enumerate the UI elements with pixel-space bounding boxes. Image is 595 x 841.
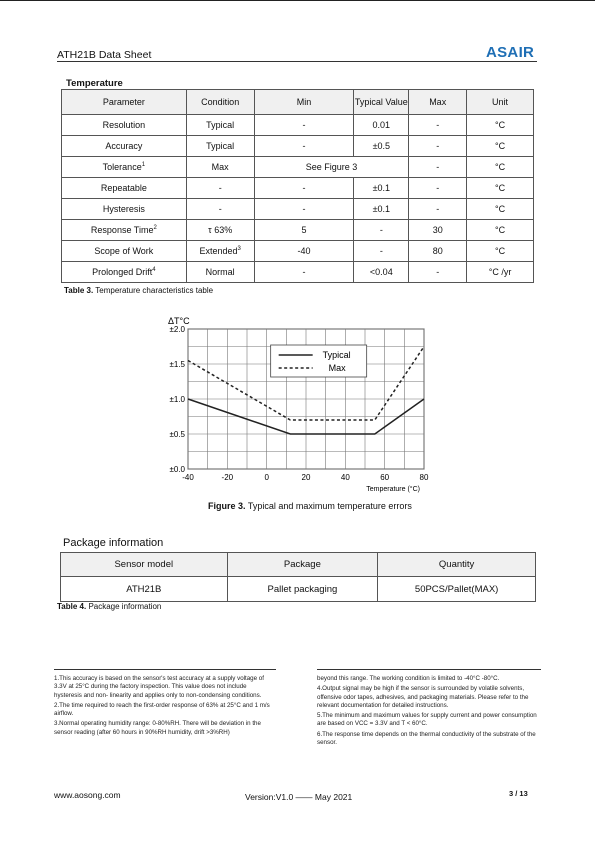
footnotes-right — [317, 675, 541, 749]
col-header-parameter: Parameter — [62, 90, 187, 115]
cell: - — [254, 115, 354, 136]
table-row — [62, 157, 534, 178]
doc-title: ATH21B Data Sheet — [57, 49, 152, 61]
x-axis-label: Temperature (°C) — [366, 486, 420, 493]
cell: °C /yr — [467, 262, 534, 283]
legend-label-max: Max — [328, 363, 346, 373]
cell: - — [254, 136, 354, 157]
table-row — [61, 577, 536, 602]
x-tick-label: 0 — [264, 473, 269, 482]
caption-label: Table 4. — [57, 602, 87, 611]
chart-legend — [271, 345, 367, 377]
cell: °C — [467, 178, 534, 199]
cell: Accuracy — [62, 136, 187, 157]
footer-website[interactable]: www.aosong.com — [54, 790, 121, 800]
cell: - — [186, 199, 254, 220]
table-row — [62, 199, 534, 220]
col-header-typical: Typical Value — [354, 90, 409, 115]
cell: °C — [467, 136, 534, 157]
table-row — [62, 115, 534, 136]
y-tick-label: ±1.5 — [169, 360, 185, 369]
cell: τ 63% — [186, 220, 254, 241]
caption-text: Typical and maximum temperature errors — [247, 501, 412, 511]
cell: °C — [467, 241, 534, 262]
footnote-ref: 4 — [152, 267, 156, 273]
cell: - — [186, 178, 254, 199]
footer-page-number: 3 / 13 — [509, 789, 528, 798]
footnote-4: 4.Output signal may be high if the sensor is surrounded by volatile solvents, offensive odor tapes, adhesives, and packaging materials. Please refer to the relevant documentation for detailed instructions. — [317, 685, 529, 709]
package-table — [60, 552, 536, 602]
cell: Typical — [186, 136, 254, 157]
cell: Max — [186, 157, 254, 178]
cell: °C — [467, 199, 534, 220]
cell: Normal — [186, 262, 254, 283]
cell: Typical — [186, 115, 254, 136]
x-tick-label: 40 — [340, 473, 350, 482]
footnote-ref: 2 — [153, 225, 157, 231]
cell: - — [254, 199, 354, 220]
cell-merged: See Figure 3 — [254, 157, 409, 178]
cell: 50PCS/Pallet(MAX) — [378, 577, 536, 602]
footnote-2: 2.The time required to reach the first-order response of 63% at 25°C and 1 m/s airflow. — [54, 701, 270, 718]
x-tick-label: 20 — [301, 473, 311, 482]
cell: °C — [467, 220, 534, 241]
table-4-caption — [57, 602, 161, 611]
col-header-quantity: Quantity — [378, 553, 536, 577]
x-tick-label: -20 — [221, 473, 234, 482]
cell: ±0.1 — [354, 199, 409, 220]
col-header-unit: Unit — [467, 90, 534, 115]
legend-label-typical: Typical — [322, 350, 351, 360]
brand-logo: ASAIR — [486, 44, 535, 61]
cell: - — [409, 199, 467, 220]
y-tick-label: ±0.5 — [169, 430, 185, 439]
cell: - — [409, 157, 467, 178]
col-header-condition: Condition — [186, 90, 254, 115]
x-tick-label: 80 — [419, 473, 429, 482]
caption-label: Table 3. — [64, 286, 94, 295]
temperature-section-title: Temperature — [66, 78, 123, 89]
table-row — [62, 262, 534, 283]
footnotes-left — [54, 675, 276, 739]
cell-text: Response Time — [90, 225, 154, 235]
cell: - — [409, 115, 467, 136]
y-axis-label: ΔT°C — [168, 316, 190, 326]
cell-text: Prolonged Drift — [92, 267, 153, 277]
x-tick-label: -40 — [182, 473, 194, 482]
cell: 80 — [409, 241, 467, 262]
footnote-3-continued: beyond this range. The working condition is limited to -40°C -80°C. — [317, 675, 500, 682]
cell-text: Tolerance — [102, 162, 142, 172]
table-header-row — [62, 90, 534, 115]
cell: <0.04 — [354, 262, 409, 283]
table-row — [62, 220, 534, 241]
cell: Pallet packaging — [227, 577, 378, 602]
cell: ATH21B — [61, 577, 228, 602]
footnote-3: 3.Normal operating humidity range: 0-80%RH. There will be deviation in the sensor reading (after 60 hours in 90%RH humidity, drift >3%RH) — [54, 720, 261, 736]
caption-text: Temperature characteristics table — [95, 286, 214, 295]
footnote-6: 6.The response time depends on the thermal conductivity of the substrate of the sensor. — [317, 730, 536, 747]
col-header-max: Max — [409, 90, 467, 115]
cell: °C — [467, 115, 534, 136]
table-row — [62, 136, 534, 157]
cell: - — [254, 262, 354, 283]
table-3-caption — [64, 286, 213, 295]
cell: 5 — [254, 220, 354, 241]
cell — [62, 157, 187, 178]
footnote-1: 1.This accuracy is based on the sensor's test accuracy at a supply voltage of 3.3V at 25°C during the factory inspection. This value does not include hysteresis and non- linearity and applies only to non-condensing conditions. — [54, 675, 264, 699]
caption-text: Package information — [88, 602, 162, 611]
cell: - — [409, 136, 467, 157]
cell: Scope of Work — [62, 241, 187, 262]
footnote-ref: 1 — [141, 162, 146, 168]
cell: - — [254, 178, 354, 199]
temperature-error-chart — [150, 310, 440, 500]
cell: °C — [467, 157, 534, 178]
cell — [62, 262, 187, 283]
y-tick-label: ±0.0 — [169, 465, 185, 474]
table-row — [62, 241, 534, 262]
cell: Repeatable — [62, 178, 187, 199]
col-header-sensor-model: Sensor model — [61, 553, 228, 577]
package-section-title: Package information — [63, 537, 164, 549]
caption-label: Figure 3. — [208, 501, 246, 511]
cell: 30 — [409, 220, 467, 241]
footnote-ref: 3 — [237, 246, 241, 252]
y-tick-label: ±2.0 — [169, 325, 185, 334]
cell: -40 — [254, 241, 354, 262]
top-border-line — [0, 0, 595, 1]
footer-version: Version:V1.0 —— May 2021 — [245, 792, 353, 802]
footnote-5: 5.The minimum and maximum values for supply current and power consumption are based on VCC = 3.3V and T < 60°C. — [317, 712, 537, 728]
cell: Hysteresis — [62, 199, 187, 220]
table-header-row — [61, 553, 536, 577]
cell — [186, 241, 254, 262]
cell: Resolution — [62, 115, 187, 136]
cell: ±0.1 — [354, 178, 409, 199]
cell: - — [354, 220, 409, 241]
cell: ±0.5 — [354, 136, 409, 157]
cell: 0.01 — [354, 115, 409, 136]
col-header-min: Min — [254, 90, 354, 115]
table-row — [62, 178, 534, 199]
cell — [62, 220, 187, 241]
y-tick-label: ±1.0 — [169, 395, 185, 404]
figure-3-caption — [208, 501, 412, 511]
cell: - — [354, 241, 409, 262]
cell: - — [409, 178, 467, 199]
footnote-divider-left — [54, 669, 276, 670]
col-header-package: Package — [227, 553, 378, 577]
cell-text: Extended — [199, 246, 238, 256]
cell: - — [409, 262, 467, 283]
footnote-divider-right — [317, 669, 541, 670]
temperature-table — [61, 89, 534, 283]
x-tick-label: 60 — [380, 473, 390, 482]
header-divider — [57, 61, 537, 62]
